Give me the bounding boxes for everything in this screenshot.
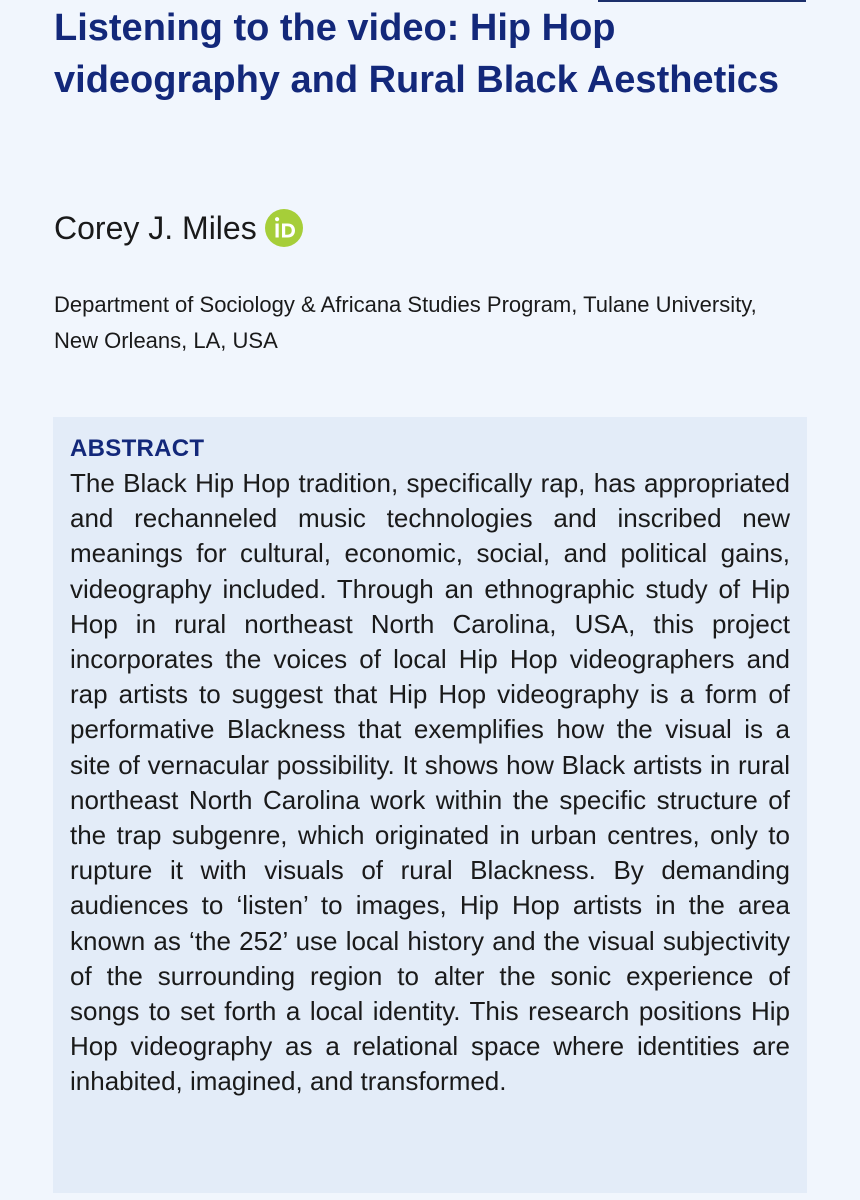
orcid-icon[interactable] <box>265 209 303 247</box>
abstract-text: The Black Hip Hop tradition, specifically rap, has appropriated and rechanneled music technologies and inscribed new meanings for cultural, economic, social, and political gains, videography included. Through an ethnographic study of Hip Hop in rural northeast North Carolina, USA, this project incorporates the voices of local Hip Hop videographers and rap artists to suggest that Hip Hop videography is a form of performative Blackness that exemplifies how the visual is a site of vernacular possibility. It shows how Black artists in rural northeast North Carolina work within the specific structure of the trap subgenre, which originated in urban centres, only to rupture it with visuals of rural Blackness. By demanding audiences to ‘listen’ to images, Hip Hop artists in the area known as ‘the 252’ use local history and the visual subjectivity of the surrounding region to alter the sonic experience of songs to set forth a local identity. This research positions Hip Hop videography as a relational space where identities are inhabited, imagined, and transformed. <box>70 468 790 1097</box>
article-title: Listening to the video: Hip Hop videography and Rural Black Aesthetics <box>54 7 780 101</box>
author-row <box>54 206 303 250</box>
author-affiliation: Department of Sociology & Africana Studies Program, Tulane University, New Orleans, LA, USA <box>54 292 757 353</box>
author-name[interactable]: Corey J. Miles <box>54 209 257 246</box>
abstract-box <box>53 417 807 1193</box>
abstract-heading: ABSTRACT <box>70 435 205 462</box>
